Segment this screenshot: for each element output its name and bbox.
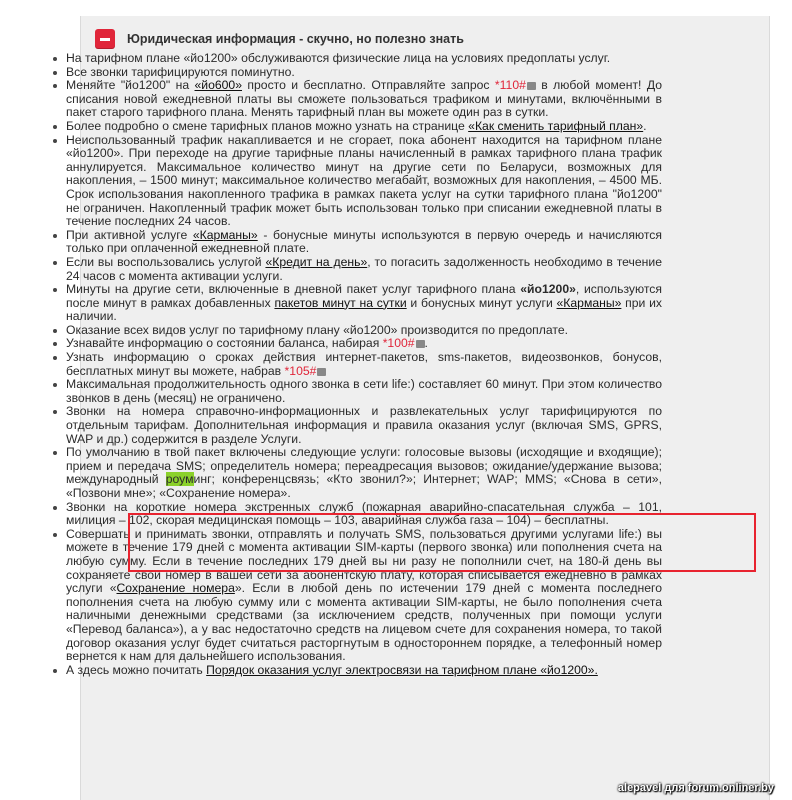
link-how-change-plan[interactable]: «Как сменить тарифный план»: [468, 118, 644, 133]
list-item: По умолчанию в твой пакет включены следующие услуги: голосовые вызовы (исходящие и входящие); прием и передача SMS; определитель номера; переадресация вызовов; ожидание/удержание вызова; международный роуминг; конференцсвязь; «Кто звонил?»; Интернет; WAP; MMS; «Снова в сети», «Позвони мне»; «Сохранение номера».: [66, 445, 662, 500]
ussd-code: *105#: [284, 363, 317, 378]
list-item: Более подробно о смене тарифных планов можно узнать на странице «Как сменить тарифный план».: [66, 120, 662, 134]
collapse-button[interactable]: [95, 29, 115, 49]
list-item: Минуты на другие сети, включенные в дневной пакет услуг тарифного плана «йо1200», используются после минут в рамках добавленных пакетов минут на сутки и бонусных минут услуги «Карманы» при их наличии.: [66, 282, 663, 324]
link-service-order[interactable]: Порядок оказания услуг электросвязи на тарифном плане «йо1200».: [206, 662, 598, 677]
call-icon: [527, 82, 536, 90]
link-karmany[interactable]: «Карманы»: [192, 227, 258, 242]
section-title: Юридическая информация - скучно, но полезно знать: [127, 32, 464, 46]
list-item: А здесь можно почитать Порядок оказания услуг электросвязи на тарифном плане «йо1200».: [66, 664, 662, 678]
highlighted-text: роум: [165, 472, 194, 487]
list-item: Если вы воспользовались услугой «Кредит на день», то погасить задолженность необходимо в течение 24 часов с момента активации услуги.: [66, 254, 662, 283]
link-credit-day[interactable]: «Кредит на день»: [265, 254, 368, 269]
list-item: На тарифном плане «йо1200» обслуживаются физические лица на условиях предоплаты услуг.: [66, 52, 662, 66]
section-header[interactable]: [95, 26, 464, 52]
call-icon: [317, 368, 326, 376]
link-number-save[interactable]: Сохранение номера: [116, 581, 235, 596]
legal-info-list: [66, 52, 662, 677]
ussd-code: *100#: [382, 336, 415, 351]
list-item: Меняйте "йо1200" на «йо600» просто и бесплатно. Отправляйте запрос *110# в любой момент! До списания новой ежедневной платы вы сможете пользоваться трафиком и минутами, включёнными в пакет старого тарифного плана. Менять тарифный план вы можете один раз в сутки.: [66, 78, 662, 120]
annotation-box: [128, 513, 756, 572]
list-item: При активной услуге «Карманы» - бонусные минуты используются в первую очередь и начисляются только при оплаченной ежедневной плате.: [66, 227, 662, 256]
list-item: Максимальная продолжительность одного звонка в сети life:) составляет 60 минут. При этом количество звонков в день (месяц) не ограничено.: [66, 377, 662, 405]
list-item: Все звонки тарифицируются поминутно.: [66, 66, 662, 80]
list-item: Оказание всех видов услуг по тарифному плану «йо1200» производится по предоплате.: [66, 324, 662, 338]
minus-icon: [100, 38, 110, 41]
ussd-code: *110#: [494, 78, 526, 93]
watermark: alepavel для forum.onliner.by: [617, 782, 774, 794]
list-item: Совершать и принимать звонки, отправлять и получать SMS, пользоваться другими услугами life:) вы можете в течение 179 дней с момента активации SIM-карты (первого звонка) или пополнения счета на любую сумму. Если в течение последних 179 дней вы ни разу не пополнили счет, на 180-й день вы сохраняете свой номер в вашей сети за абонентскую плату, которая списывается ежедневно в рамках услуги «Сохранение номера». Если в любой день по истечении 179 дней с момента последнего пополнения счета на любую сумму или с момента активации SIM-карты, не было пополнения счета наличными денежными средствами (за исключением средств, полученных при помощи услуги «Перевод баланса»), а у вас недостаточно средств на лицевом счете для сохранения номера, то такой договор оказания услуг будет считаться расторгнутым в одностороннем порядке, а телефонный номер вернется к нам для дальнейшего использования.: [66, 526, 662, 664]
list-item: Узнать информацию о сроках действия интернет-пакетов, sms-пакетов, видеозвонков, бонусов, бесплатных минут вы можете, набрав *105#: [66, 350, 662, 378]
link-karmany-2[interactable]: «Карманы»: [556, 295, 622, 310]
list-item: Неиспользованный трафик накапливается и не сгорает, пока абонент находится на тарифном плане «йо1200». При переходе на другие тарифные планы начисленный в рамках тарифного плана трафик аннулируется. Максимальное количество минут на другие сети по Беларуси, возможных для накопления, – 1500 минут; максимальное количество мегабайт, возможных для накопления, – 4500 МБ. Срок использования накопленного трафика в рамках пакета услуг на сутки тарифного плана "йо1200" не ограничен. Накопленный трафик может быть использован только при списании ежедневной платы в течение последних 24 часов.: [66, 132, 662, 229]
list-item: Узнавайте информацию о состоянии баланса, набирая *100# .: [66, 337, 662, 351]
list-item: Звонки на короткие номера экстренных служб (пожарная аварийно-спасательная служба – 101, милиция – 102, скорая медицинская помощь – 103, аварийная служба газа – 104) – бесплатны.: [66, 499, 662, 528]
list-item: Звонки на номера справочно-информационных и развлекательных услуг тарифицируются по отдельным тарифам. Дополнительная информация и правила оказания услуг (включая SMS, GPRS, WAP и др.) содержится в разделе Услуги.: [66, 404, 662, 446]
call-icon: [416, 340, 425, 348]
link-yo600[interactable]: «йо600»: [194, 78, 242, 93]
link-minute-packets[interactable]: пакетов минут на сутки: [274, 295, 407, 310]
